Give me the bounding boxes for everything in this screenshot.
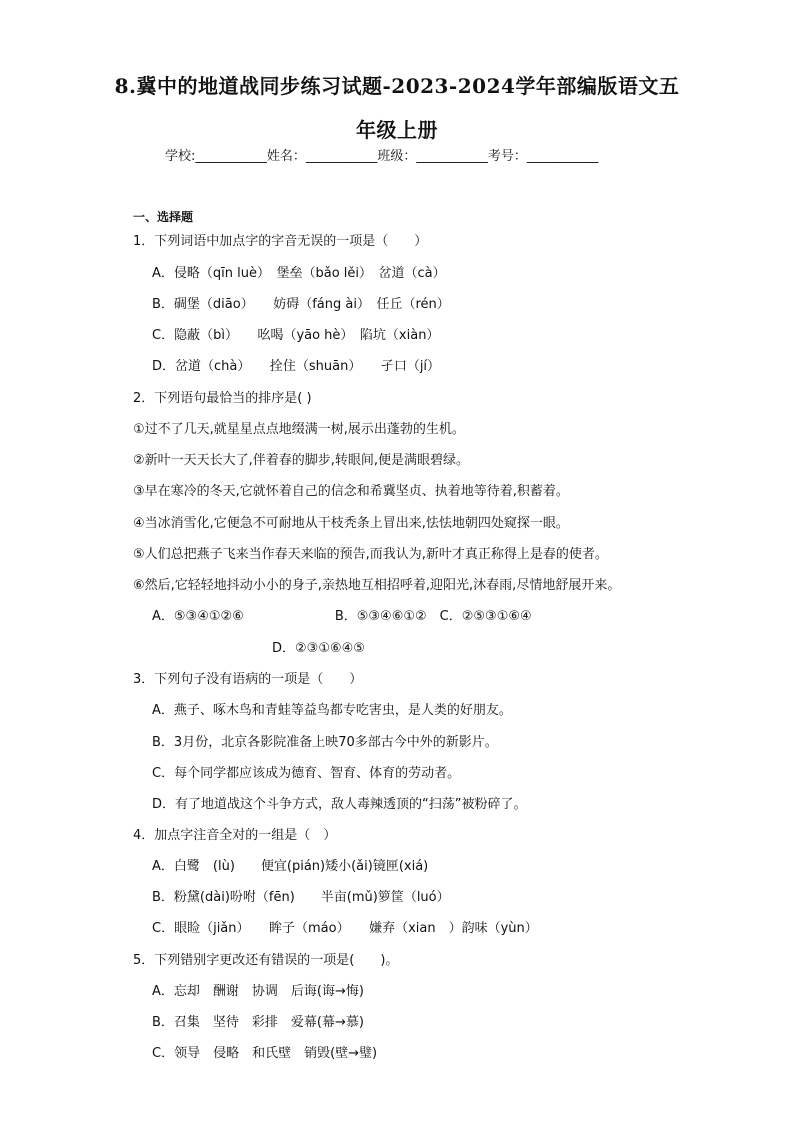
question-2-stem: 2．下列语句最恰当的排序是( ): [133, 391, 312, 406]
document-title-line2: 年级上册: [356, 118, 438, 142]
question-3-option-a: A．燕子、啄木鸟和青蛙等益鸟都专吃害虫，是人类的好朋友。: [152, 703, 512, 718]
student-info-line: 学校:___________姓名：___________班级：___________考号：___________: [165, 149, 599, 164]
question-2-sentence-5: ⑤人们总把燕子飞来当作春天来临的预告,而我认为,新叶才真正称得上是春的使者。: [133, 547, 608, 562]
question-1-option-d: D．岔道（chà） 拴住（shuān） 孑口（jí）: [152, 359, 441, 374]
question-1-option-c: C．隐蔽（bì） 吆喝（yāo hè） 陷坑（xiàn）: [152, 328, 440, 343]
question-4-option-a: A．白鹭 (lù) 便宜(pián)矮小(ǎi)镜匣(xiá): [152, 859, 429, 874]
question-4-option-b: B．粉黛(dài)吩咐（fēn) 半亩(mǔ)箩筐（luó）: [152, 890, 450, 905]
question-5-stem: 5．下列错别字更改还有错误的一项是( )。: [133, 953, 399, 968]
question-3-option-d: D．有了地道战这个斗争方式，敌人毒辣透顶的“扫荡”被粉碎了。: [152, 797, 527, 812]
question-5-option-c: C．领导 侵略 和氏壁 销毁(壁→璧): [152, 1046, 378, 1061]
question-1-stem: 1．下列词语中加点字的字音无误的一项是（ ）: [133, 234, 428, 249]
question-2-option-d: D．②③①⑥④⑤: [272, 641, 365, 656]
question-5-option-a: A．忘却 酬谢 协调 后诲(诲→悔): [152, 984, 364, 999]
question-2-sentence-6: ⑥然后,它轻轻地抖动小小的身子,亲热地互相招呼着,迎阳光,沐春雨,尽情地舒展开来。: [133, 578, 621, 593]
question-4-stem: 4．加点字注音全对的一组是（ ）: [133, 828, 337, 843]
question-4-option-c: C．眼睑（jiǎn） 眸子（máo） 嫌弃（xian ）韵味（yùn）: [152, 921, 538, 936]
question-2-options-abc: A．⑤③④①②⑥ B．⑤③④⑥①② C．②⑤③①⑥④: [152, 609, 532, 624]
question-3-option-c: C．每个同学都应该成为德育、智育、体育的劳动者。: [152, 766, 461, 781]
section-heading: 一、选择题: [133, 210, 194, 224]
question-2-sentence-4: ④当冰消雪化,它便急不可耐地从干枝秃条上冒出来,怯怯地朝四处窥探一眼。: [133, 516, 569, 531]
question-1-option-a: A．侵略（qīn luè） 堡垒（bǎo lěi） 岔道（cà）: [152, 266, 446, 281]
question-3-option-b: B．3月份，北京各影院准备上映70多部古今中外的新影片。: [152, 735, 498, 750]
question-2-sentence-1: ①过不了几天,就星星点点地缀满一树,展示出蓬勃的生机。: [133, 422, 465, 437]
question-2-sentence-2: ②新叶一天天长大了,伴着春的脚步,转眼间,便是满眼碧绿。: [133, 453, 470, 468]
document-title-line1: 8.冀中的地道战同步练习试题-2023-2024学年部编版语文五: [114, 74, 680, 98]
question-5-option-b: B．召集 坚待 彩排 爱幕(幕→慕): [152, 1015, 364, 1030]
question-2-sentence-3: ③早在寒冷的冬天,它就怀着自己的信念和希冀坚贞、执着地等待着,积蓄着。: [133, 484, 569, 499]
question-3-stem: 3．下列句子没有语病的一项是（ ）: [133, 672, 363, 687]
question-1-option-b: B．碉堡（diāo） 妨碍（fáng ài） 任丘（rén）: [152, 297, 450, 312]
